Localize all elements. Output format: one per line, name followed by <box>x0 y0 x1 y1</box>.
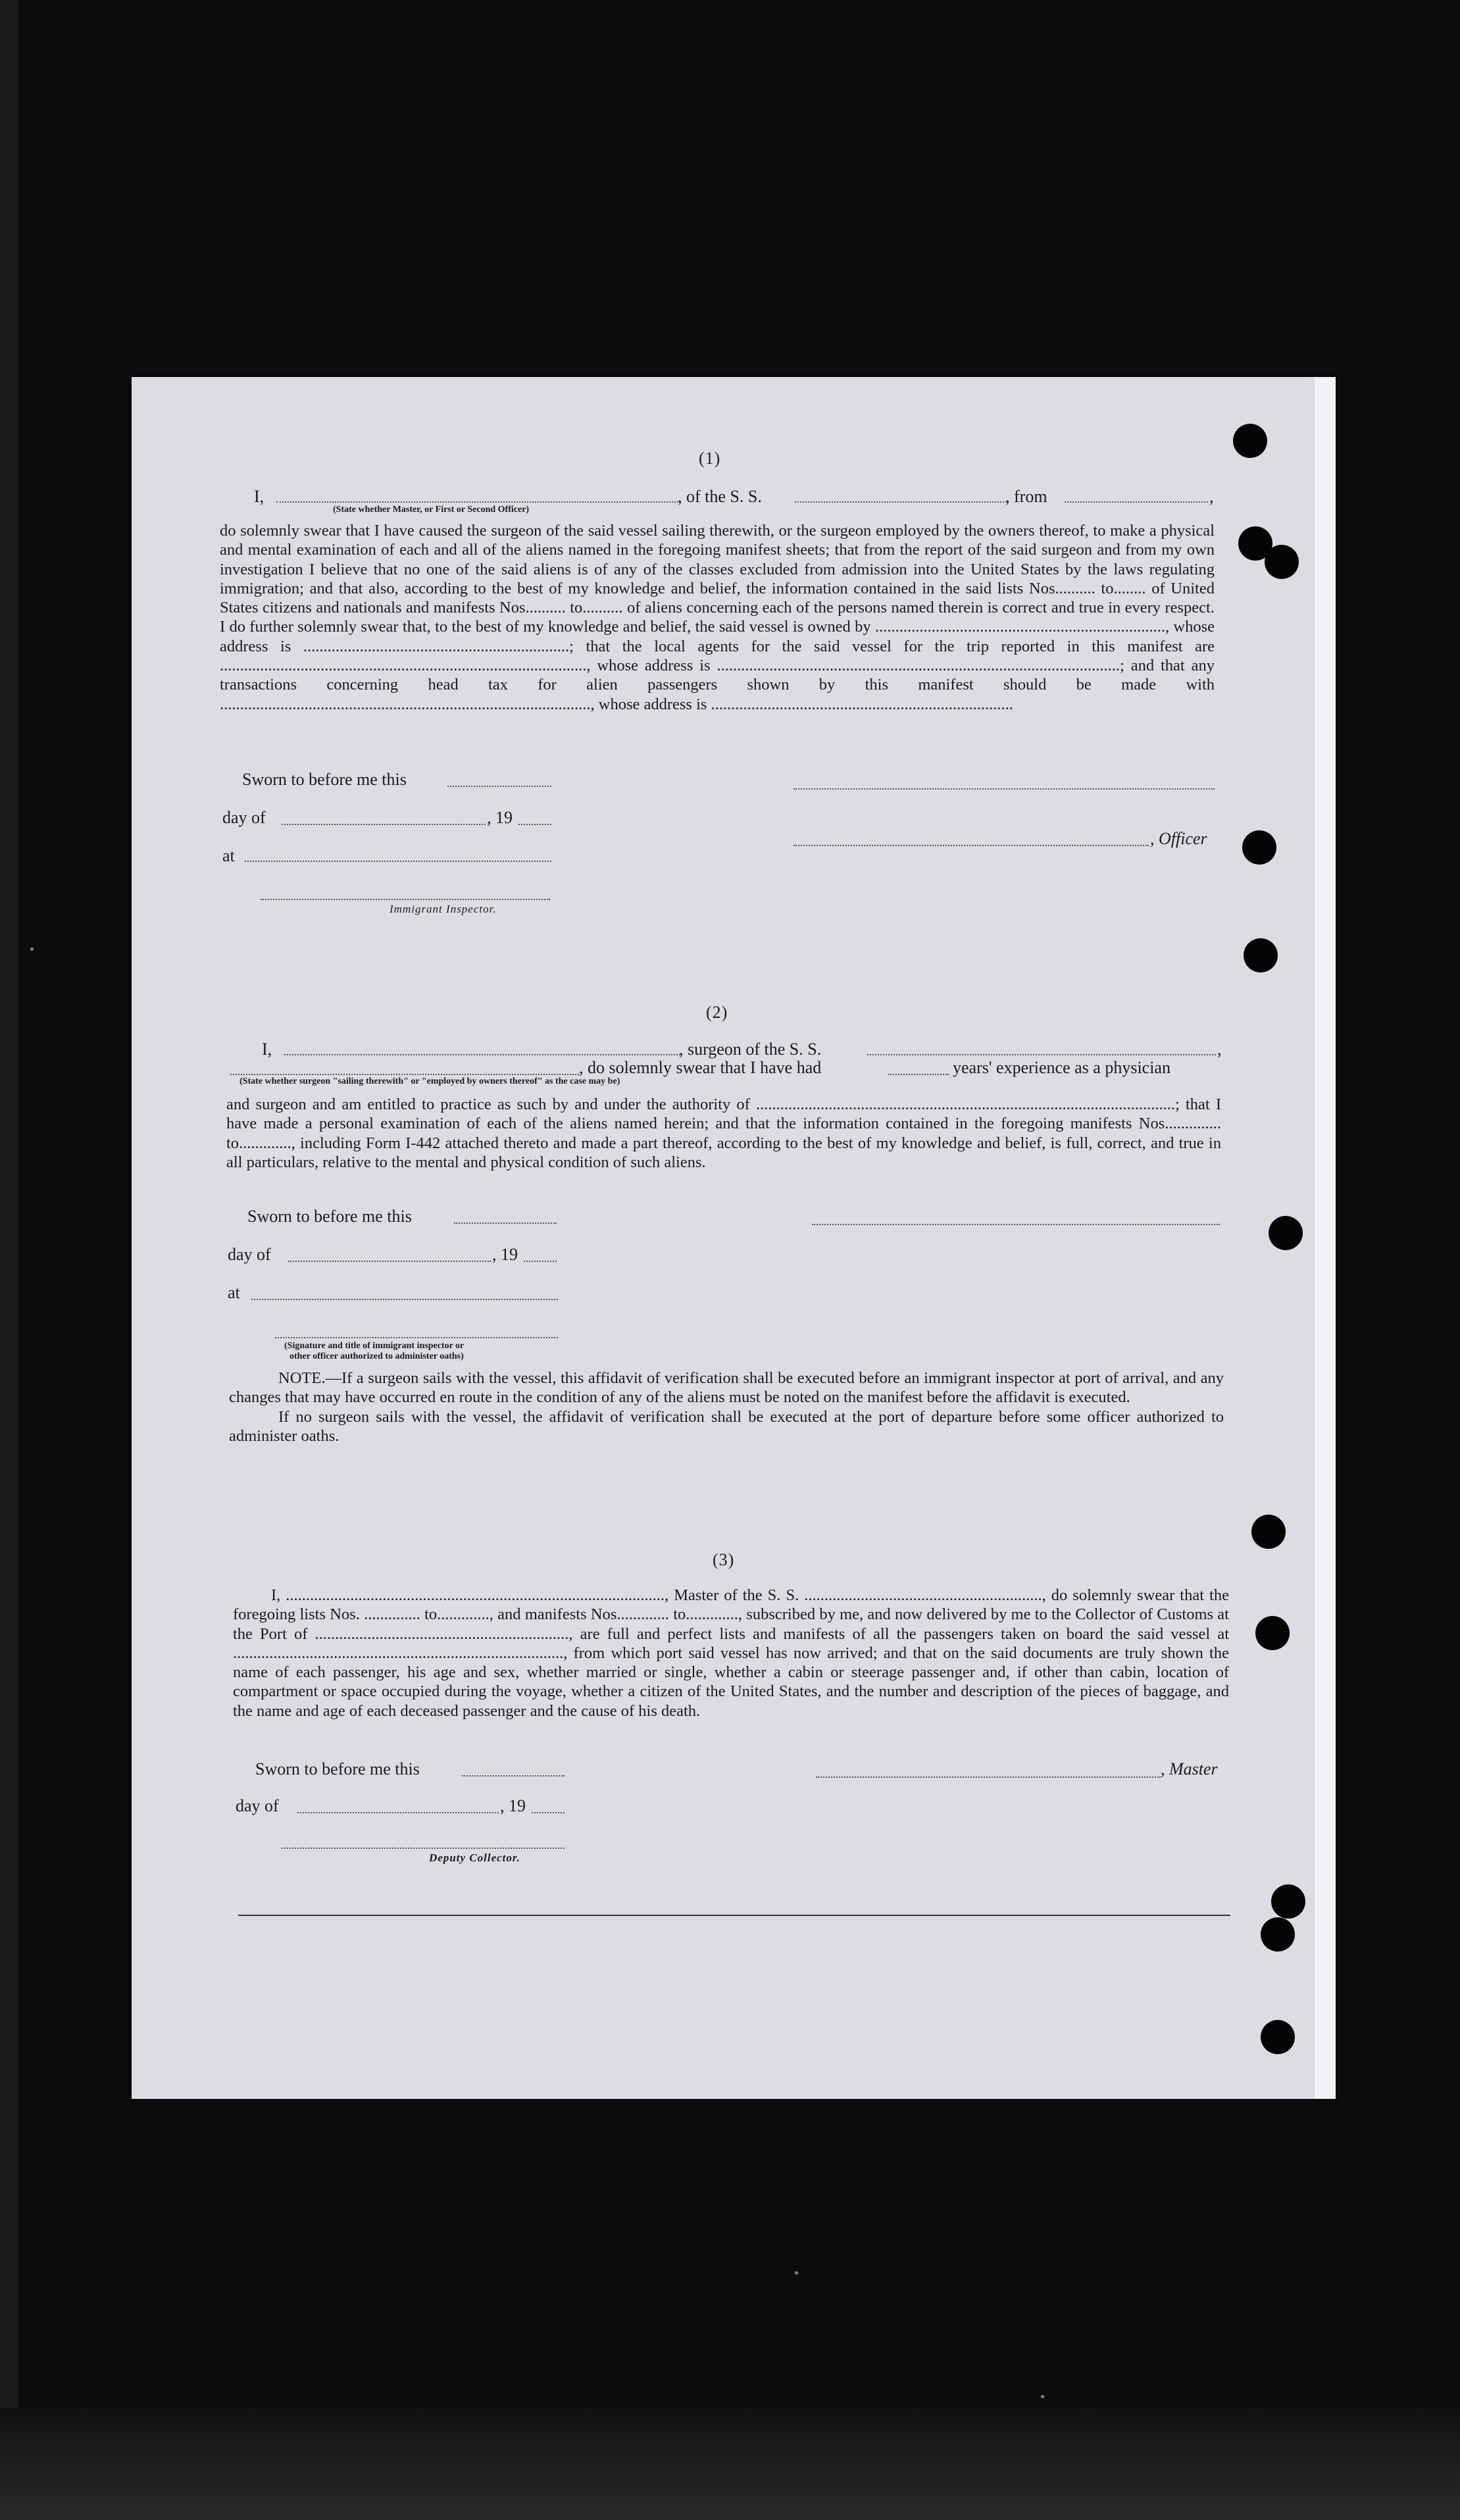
section-3-day-of: day of <box>236 1796 279 1815</box>
year-field-1[interactable] <box>518 822 551 825</box>
section-2-at: at <box>228 1283 240 1302</box>
film-edge-left <box>0 0 18 2520</box>
day-field-2[interactable] <box>288 1259 491 1262</box>
surgeon-name-field[interactable] <box>284 1053 680 1055</box>
section-2-day-of: day of <box>228 1245 271 1264</box>
section-2-sworn: Sworn to before me this <box>247 1207 412 1226</box>
section-2-surgeon-of: , surgeon of the S. S. <box>679 1040 822 1059</box>
place-field-1[interactable] <box>245 859 551 862</box>
section-1-at: at <box>222 846 235 865</box>
collector-signature-line[interactable] <box>282 1846 565 1849</box>
section-3-body-text: I, .............................................................................................., Master of the S. S. ..........................................................., do solemnly swear that the foregoing lists Nos. .............. to............., and manifests Nos............. to............., subscribed by me, and now delivered by me to the Collector of Customs at the Port of ..............................................................., are full and perfect lists and manifests of all the passengers taken on board the said vessel at .................................................................................., from which port said vessel has now arrived; and that on the said documents are truly shown the name of each passenger, his age and sex, whether married or single, whether a cabin or steerage passenger and, if other than cabin, location of compartment or space occupied during the voyage, whether a citizen of the United States, and the number and description of the pieces of baggage, and the name and age of each deceased passenger and the cause of his death. <box>233 1586 1229 1720</box>
speck <box>795 2271 798 2275</box>
section-2-sig-note-1: (Signature and title of immigrant inspector or <box>284 1341 465 1351</box>
section-1-note: (State whether Master, or First or Second Officer) <box>333 505 530 515</box>
section-1-number: (1) <box>699 449 721 468</box>
section-2-body <box>226 1095 1221 1172</box>
punch-hole <box>1271 1884 1305 1919</box>
year-field-3[interactable] <box>532 1811 565 1813</box>
punch-hole <box>1261 2020 1295 2054</box>
note-paragraph <box>229 1369 1224 1407</box>
section-1-officer: , Officer <box>1150 829 1207 848</box>
note-text: —If a surgeon sails with the vessel, this affidavit of verification shall be executed before an immigrant inspector at port of arrival, and any changes that may have occurred en route in the condition of any of the aliens must be noted on the manifest before the affidavit is executed. <box>229 1369 1224 1407</box>
section-2-comma: , <box>1217 1040 1222 1059</box>
from-port-field[interactable] <box>1065 500 1208 503</box>
section-3-year: , 19 <box>500 1796 526 1815</box>
ship-name-field-1[interactable] <box>795 500 1007 503</box>
officer-signature-line-2[interactable] <box>275 1336 558 1338</box>
section-2-sig-note-2: other officer authorized to administer oaths) <box>289 1351 464 1361</box>
day-field-1[interactable] <box>282 822 486 825</box>
section-2-note-block <box>229 1369 1224 1446</box>
bottom-rule <box>238 1915 1230 1916</box>
ship-name-field-2[interactable] <box>867 1053 1216 1055</box>
film-edge-bottom <box>0 2408 1460 2520</box>
place-field-2[interactable] <box>251 1298 558 1300</box>
surgeon-type-field[interactable] <box>230 1072 579 1075</box>
punch-hole <box>1244 938 1278 972</box>
section-1-body <box>220 521 1215 714</box>
year-field-2[interactable] <box>524 1259 557 1262</box>
section-3-number: (3) <box>713 1550 735 1569</box>
section-2-years: years' experience as a physician <box>953 1058 1171 1077</box>
note-text-2: If no surgeon sails with the vessel, the affidavit of verification shall be executed at the port of departure before some officer authorized to administer oaths. <box>229 1407 1224 1445</box>
note-label: NOTE. <box>278 1369 326 1387</box>
section-1-year: , 19 <box>487 808 513 827</box>
section-1-inspector: Immigrant Inspector. <box>390 903 497 915</box>
section-3-body <box>233 1586 1229 1721</box>
master-name-field[interactable] <box>276 500 681 503</box>
years-field[interactable] <box>888 1072 949 1075</box>
section-2-note: (State whether surgeon "sailing therewith" or "employed by owners thereof" as the case may be) <box>239 1076 620 1086</box>
section-2-i: I, <box>262 1040 272 1059</box>
punch-hole <box>1269 1216 1303 1250</box>
punch-hole <box>1251 1515 1286 1549</box>
sworn-date-field-1[interactable] <box>447 784 551 787</box>
inspector-signature-top-2[interactable] <box>812 1222 1220 1225</box>
officer-signature-line[interactable] <box>793 844 1149 846</box>
punch-hole <box>1242 830 1276 865</box>
speck <box>1041 2395 1044 2398</box>
section-3-sworn: Sworn to before me this <box>255 1759 420 1778</box>
sworn-date-field-2[interactable] <box>454 1221 557 1224</box>
section-3-collector: Deputy Collector. <box>429 1852 520 1864</box>
punch-hole <box>1255 1616 1290 1650</box>
section-2-swear: , do solemnly swear that I have had <box>579 1058 822 1077</box>
punch-hole <box>1261 1917 1295 1952</box>
inspector-signature-line[interactable] <box>261 897 550 900</box>
sheet-edge <box>1315 377 1336 2099</box>
section-1-of-ss: , of the S. S. <box>678 487 762 506</box>
master-signature-line[interactable] <box>816 1775 1161 1778</box>
day-field-3[interactable] <box>297 1811 499 1813</box>
section-1-body-text: do solemnly swear that I have caused the surgeon of the said vessel sailing therewith, or the surgeon employed by the owners thereof, to make a physical and mental examination of each and all of the aliens named in the foregoing manifest sheets; that from the report of the said surgeon and from my own investigation I believe that no one of the said aliens is of any of the classes excluded from admission into the United States by the laws regulating immigration; and that also, according to the best of my knowledge and belief, the information contained in the said lists Nos.......... to........ of United States citizens and nationals and manifests Nos.......... to.......... of aliens concerning each of the persons named therein is correct and true in every respect. I do further solemnly swear that, to the best of my knowledge and belief, the said vessel is owned by ........................................................................, whose address is ..................................................................; that the local agents for the said vessel for the trip reported in this manifest are ..........................................................................................., whose address is ....................................................................................................; and that any transactions concerning head tax for alien passengers shown by this manifest should be made with ............................................................................................, whose address is ........................................................................... <box>220 522 1215 713</box>
section-2-year: , 19 <box>492 1245 518 1264</box>
section-1-from: , from <box>1005 487 1047 506</box>
section-1-sworn: Sworn to before me this <box>242 770 407 789</box>
section-1-i: I, <box>254 487 264 506</box>
speck <box>30 947 34 951</box>
officer-signature-top[interactable] <box>793 787 1215 790</box>
section-2-number: (2) <box>706 1003 728 1022</box>
punch-hole <box>1233 424 1267 458</box>
section-1-comma: , <box>1209 487 1214 506</box>
punch-hole <box>1265 545 1299 579</box>
section-3-master: , Master <box>1161 1759 1218 1778</box>
sworn-date-field-3[interactable] <box>462 1774 565 1777</box>
section-2-body-text: and surgeon and am entitled to practice as such by and under the authority of ........................................................................................................; that I have made a personal examination of each of the aliens named herein; and that the information contained in the foregoing manifests Nos.............. to............., including Form I-442 attached thereto and made a part thereof, according to the best of my knowledge and belief, is full, correct, and true in all particulars, relative to the mental and physical condition of such aliens. <box>226 1096 1221 1171</box>
section-1-day-of: day of <box>222 808 266 827</box>
